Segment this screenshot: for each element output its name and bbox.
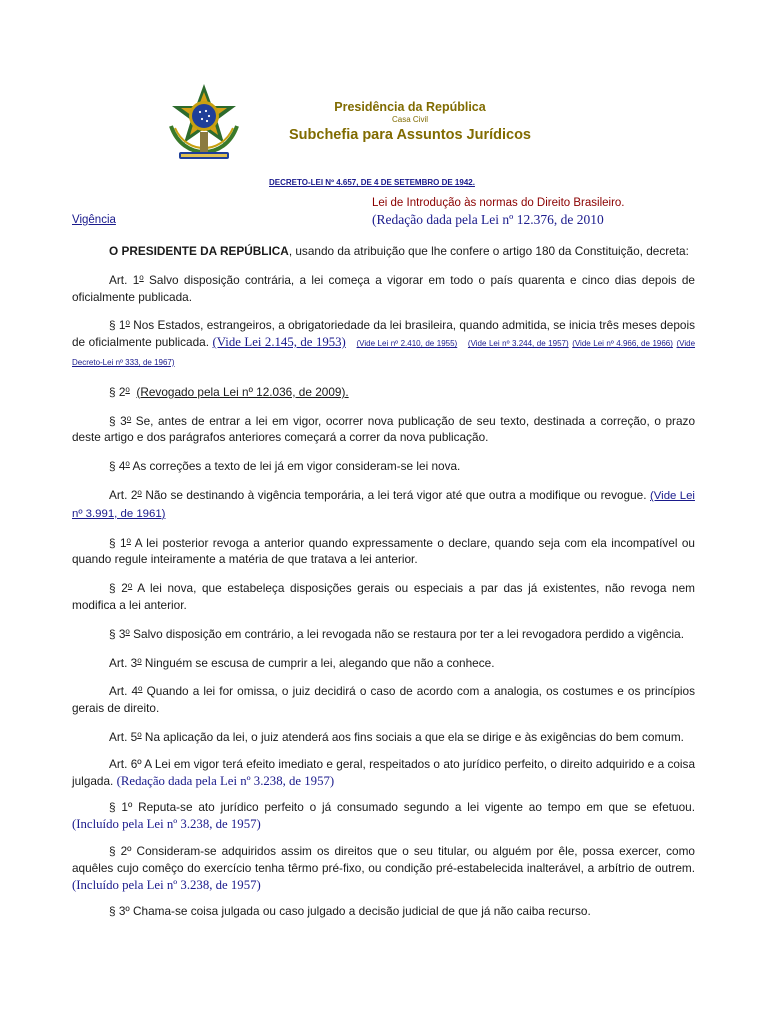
ordinal-mark: o xyxy=(137,487,142,497)
redacao-header-link[interactable]: (Redação dada pela Lei nº 12.376, de 2010 xyxy=(372,212,604,227)
article-3 xyxy=(72,653,695,672)
ordinal-mark: o xyxy=(127,581,133,591)
article-label: Art. 3 xyxy=(109,655,138,670)
header-presidencia: Presidência da República xyxy=(334,100,486,114)
article-2-paragraph-2 xyxy=(72,578,695,614)
paragraph-label: § 4 xyxy=(109,459,126,474)
law-intro-summary: Lei de Introdução às normas do Direito Brasileiro. xyxy=(372,197,625,209)
paragraph-label: § 1 xyxy=(109,535,127,550)
header-subchefia: Subchefia para Assuntos Jurídicos xyxy=(289,127,531,143)
vide-lei-4966-link[interactable]: (Vide Lei nº 4.966, de 1966) xyxy=(572,339,673,349)
ordinal-mark: o xyxy=(139,272,144,282)
article-6-paragraph-1 xyxy=(72,799,695,833)
vide-lei-2145-link[interactable]: (Vide Lei 2.145, de 1953) xyxy=(212,335,346,350)
ordinal-mark: o xyxy=(125,626,130,636)
ordinal-mark: o xyxy=(126,535,131,545)
paragraph-label: § 3º xyxy=(109,904,130,919)
article-text: Quando a lei for omissa, o juiz decidirá o caso de acordo com a analogia, os costumes e os princípios gerais de direito. xyxy=(72,684,695,716)
revogado-lei-12036-link[interactable]: (Revogado pela Lei nº 12.036, de 2009). xyxy=(136,384,349,399)
vide-lei-2410-link[interactable]: (Vide Lei nº 2.410, de 1955) xyxy=(356,339,458,349)
ordinal-mark: o xyxy=(137,729,142,739)
ordinal-mark: o xyxy=(137,655,142,665)
article-label: Art. 5 xyxy=(109,729,138,744)
article-1-paragraph-4 xyxy=(72,456,695,475)
article-4 xyxy=(72,681,695,717)
article-6 xyxy=(72,756,695,790)
vide-decreto-lei-333-link[interactable]: (Vide Decreto-Lei nº 333, de 1967) xyxy=(72,339,696,367)
vide-lei-3991-link[interactable]: (Vide Lei nº 3.991, de 1961) xyxy=(72,489,695,520)
ordinal-mark: o xyxy=(125,459,130,469)
preamble-text: , usando da atribuição que lhe confere o artigo 180 da Constituição, decreta: xyxy=(288,244,689,258)
vigencia-link[interactable]: Vigência xyxy=(72,214,116,226)
decree-title-link[interactable]: DECRETO-LEI Nº 4.657, DE 4 DE SETEMBRO DE 1942. xyxy=(269,178,475,187)
article-6-paragraph-2 xyxy=(72,843,695,893)
article-label: Art. 2 xyxy=(109,487,138,502)
article-text: Ninguém se escusa de cumprir a lei, alegando que não a conhece. xyxy=(141,655,495,670)
paragraph-text: Nos Estados, estrangeiros, a obrigatoriedade da lei brasileira, quando admitida, se inicia três meses depois de oficialmente publicada. xyxy=(72,318,695,350)
incluido-lei-3238-link[interactable]: (Incluído pela Lei nº 3.238, de 1957) xyxy=(72,817,261,832)
article-1-paragraph-3 xyxy=(72,411,695,447)
preamble xyxy=(72,243,695,260)
law-body xyxy=(72,243,695,930)
article-text: Salvo disposição contrária, a lei começa a vigorar em todo o país quarenta e cinco dias depois de oficialmente publicada. xyxy=(72,272,695,304)
paragraph-label: § 3 xyxy=(109,413,127,428)
ordinal-mark: o xyxy=(125,318,130,328)
article-1-paragraph-1 xyxy=(72,315,695,371)
article-text: Na aplicação da lei, o juiz atenderá aos fins sociais a que ela se dirige e às exigências do bem comum. xyxy=(141,729,684,744)
paragraph-label: § 1 xyxy=(109,318,126,333)
article-2-paragraph-3 xyxy=(72,624,695,643)
preamble-bold: O PRESIDENTE DA REPÚBLICA xyxy=(109,244,289,258)
vide-lei-3244-link[interactable]: (Vide Lei nº 3.244, de 1957) xyxy=(467,339,569,349)
header-casa-civil: Casa Civil xyxy=(391,115,428,124)
paragraph-label: § 3 xyxy=(109,626,126,641)
article-label: Art. 6º xyxy=(109,756,142,771)
redacao-lei-3238-link[interactable]: (Redação dada pela Lei nº 3.238, de 1957) xyxy=(116,773,335,788)
article-2 xyxy=(72,485,695,523)
paragraph-text: As correções a texto de lei já em vigor consideram-se lei nova. xyxy=(129,459,461,474)
paragraph-label: § 2º xyxy=(109,843,132,858)
paragraph-text: Reputa-se ato jurídico perfeito o já consumado segundo a lei vigente ao tempo em que se efetuou. xyxy=(132,800,695,815)
article-5 xyxy=(72,727,695,746)
article-1-paragraph-2 xyxy=(72,382,695,401)
incluido-lei-3238-link[interactable]: (Incluído pela Lei nº 3.238, de 1957) xyxy=(72,877,261,892)
paragraph-text: Se, antes de entrar a lei em vigor, ocorrer nova publicação de seu texto, destinada a correção, o prazo deste artigo e dos parágrafos anteriores começará a correr da nova publicação. xyxy=(72,413,696,445)
article-1 xyxy=(72,270,695,306)
paragraph-label: § 1º xyxy=(109,800,133,815)
article-text: A Lei em vigor terá efeito imediato e geral, respeitados o ato jurídico perfeito, o direito adquirido e a coisa julgada. xyxy=(72,756,696,788)
paragraph-text: Salvo disposição em contrário, a lei revogada não se restaura por ter a lei revogadora perdido a vigência. xyxy=(129,626,684,641)
article-2-paragraph-1 xyxy=(72,533,695,569)
paragraph-label: § 2 xyxy=(109,384,126,399)
paragraph-text: Chama-se coisa julgada ou caso julgado a decisão judicial de que já não caiba recurso. xyxy=(129,904,591,919)
ordinal-mark: o xyxy=(126,413,132,423)
paragraph-text: Consideram-se adquiridos assim os direitos que o seu titular, ou alguém por êle, possa exercer, como aquêles cujo comêço do exercício tenha têrmo pré-fixo, ou condição pré-estabelecida inalterável, a arbítrio de outrem. xyxy=(72,843,695,875)
article-label: Art. 1 xyxy=(109,272,140,287)
article-label: Art. 4 xyxy=(109,684,139,699)
coat-of-arms-icon xyxy=(165,82,243,162)
article-6-paragraph-3 xyxy=(72,903,695,920)
paragraph-text: A lei posterior revoga a anterior quando expressamente o declare, quando seja com ela incompatível ou quando regule inteiramente a matéria de que tratava a lei anterior. xyxy=(72,535,695,567)
ordinal-mark: o xyxy=(138,684,143,694)
header-titles xyxy=(250,100,570,144)
paragraph-text: A lei nova, que estabeleça disposições gerais ou especiais a par das já existentes, não revoga nem modifica a lei anterior. xyxy=(72,581,695,612)
ordinal-mark: o xyxy=(125,384,130,394)
article-text: Não se destinando à vigência temporária, a lei terá vigor até que outra a modifique ou revogue. xyxy=(141,487,650,502)
paragraph-label: § 2 xyxy=(109,581,128,596)
